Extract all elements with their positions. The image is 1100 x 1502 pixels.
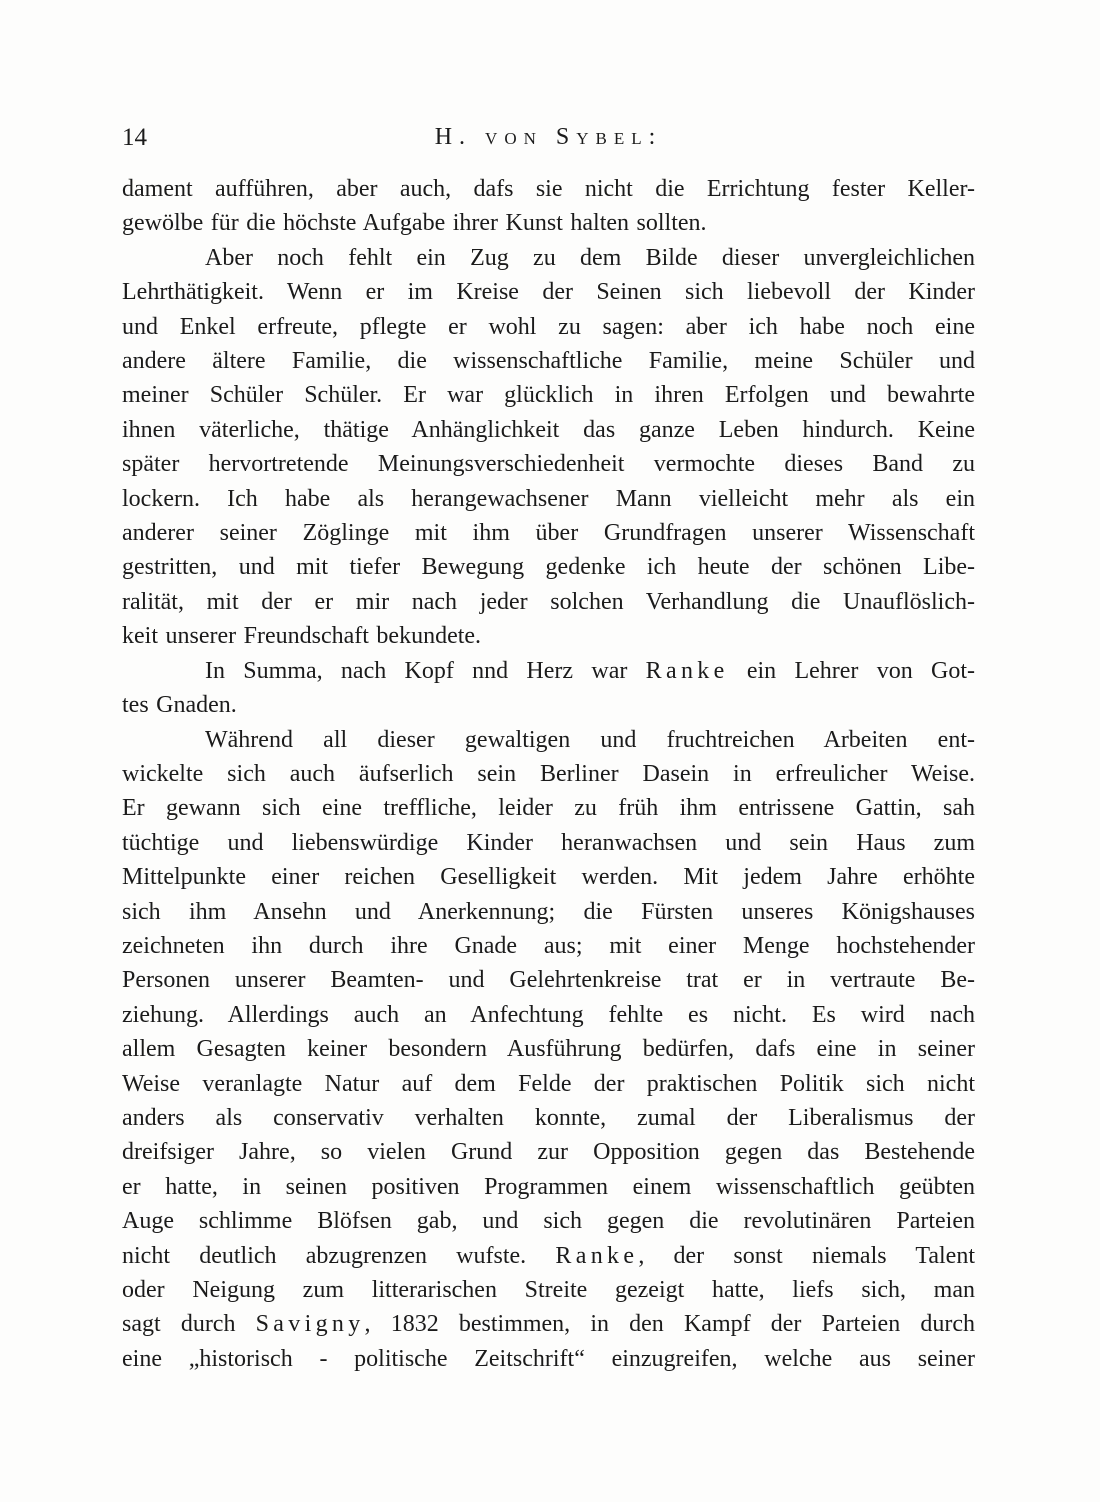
text-line: er hatte, in seinen positiven Programmen einem wissenschaftlich geübten [122, 1173, 975, 1200]
text-line: oder Neigung zum litterarischen Streite gezeigt hatte, liefs sich, man [122, 1277, 975, 1303]
text-line: ziehung. Allerdings auch an Anfechtung fehlte es nicht. Es wird nach [122, 1001, 975, 1028]
text-line: wickelte sich auch äufserlich sein Berliner Dasein in erfreulicher Weise. [122, 760, 975, 787]
text-line: Mittelpunkte einer reichen Geselligkeit werden. Mit jedem Jahre erhöhte [122, 864, 975, 891]
text-line: Weise veranlagte Natur auf dem Felde der praktischen Politik sich nicht [122, 1070, 975, 1097]
text-line: Er gewann sich eine treffliche, leider zu früh ihm entrissene Gattin, sah [122, 795, 975, 822]
text-line: dreifsiger Jahre, so vielen Grund zur Opposition gegen das Bestehende [122, 1139, 975, 1166]
text-line: anders als conservativ verhalten konnte, zumal der Liberalismus der [122, 1104, 975, 1131]
letterspaced-name: Ranke [645, 657, 729, 684]
text-line: meiner Schüler Schüler. Er war glücklich in ihren Erfolgen und bewahrte [122, 382, 975, 409]
text-line: zeichneten ihn durch ihre Gnade aus; mit einer Menge hochstehender [122, 932, 975, 959]
text-line: später hervortretende Meinungsverschiedenheit vermochte dieses Band zu [122, 451, 975, 478]
text-line: tüchtige und liebenswürdige Kinder heranwachsen und sein Haus zum [122, 829, 975, 856]
text-line: eine „historisch - politische Zeitschrift“ einzugreifen, welche aus seiner [122, 1345, 975, 1372]
text-line: keit unserer Freundschaft bekundete. [122, 623, 482, 650]
text-line: sich ihm Ansehn und Anerkennung; die Fürsten unseres Königshauses [122, 898, 975, 925]
text-line: Lehrthätigkeit. Wenn er im Kreise der Seinen sich liebevoll der Kinder [122, 279, 975, 306]
text-line: Auge schlimme Blöfsen gab, und sich gegen die revolutinären Parteien [122, 1208, 975, 1235]
text-line: sagt durch Savigny, 1832 bestimmen, in den Kampf der Parteien durch [122, 1311, 975, 1338]
text-line: gestritten, und mit tiefer Bewegung gedenke ich heute der schönen Libe- [122, 554, 975, 581]
text-line: gewölbe für die höchste Aufgabe ihrer Kunst halten sollten. [122, 210, 707, 237]
text-line: allem Gesagten keiner besondern Ausführung bedürfen, dafs eine in seiner [122, 1036, 975, 1063]
text-line: und Enkel erfreute, pflegte er wohl zu sagen: aber ich habe noch eine [122, 313, 975, 340]
running-header-title: H. von Sybel: [434, 124, 663, 150]
text-line: andere ältere Familie, die wissenschaftliche Familie, meine Schüler und [122, 348, 975, 375]
text-line: lockern. Ich habe als herangewachsener Mann vielleicht mehr als ein [122, 485, 975, 512]
letterspaced-name: Ranke [555, 1242, 639, 1269]
text-line: tes Gnaden. [122, 692, 237, 719]
text-line: In Summa, nach Kopf nnd Herz war Ranke ein Lehrer von Got- [205, 657, 976, 684]
text-line: ralität, mit der er mir nach jeder solchen Verhandlung die Unauflöslich- [122, 588, 975, 615]
letterspaced-name: Savigny [255, 1311, 365, 1338]
text-line: dament aufführen, aber auch, dafs sie nicht die Errichtung fester Keller- [122, 176, 975, 202]
text-line: Aber noch fehlt ein Zug zu dem Bilde dieser unvergleichlichen [205, 244, 975, 271]
text-line: ihnen väterliche, thätige Anhänglichkeit das ganze Leben hindurch. Keine [122, 416, 975, 443]
text-line: nicht deutlich abzugrenzen wufste. Ranke, der sonst niemals Talent [122, 1242, 975, 1269]
text-line: Während all dieser gewaltigen und fruchtreichen Arbeiten ent- [205, 726, 975, 753]
text-line: Personen unserer Beamten- und Gelehrtenkreise trat er in vertraute Be- [122, 967, 975, 994]
text-block [122, 172, 975, 1376]
page-number: 14 [122, 124, 147, 151]
text-line: anderer seiner Zöglinge mit ihm über Grundfragen unserer Wissenschaft [122, 520, 975, 547]
